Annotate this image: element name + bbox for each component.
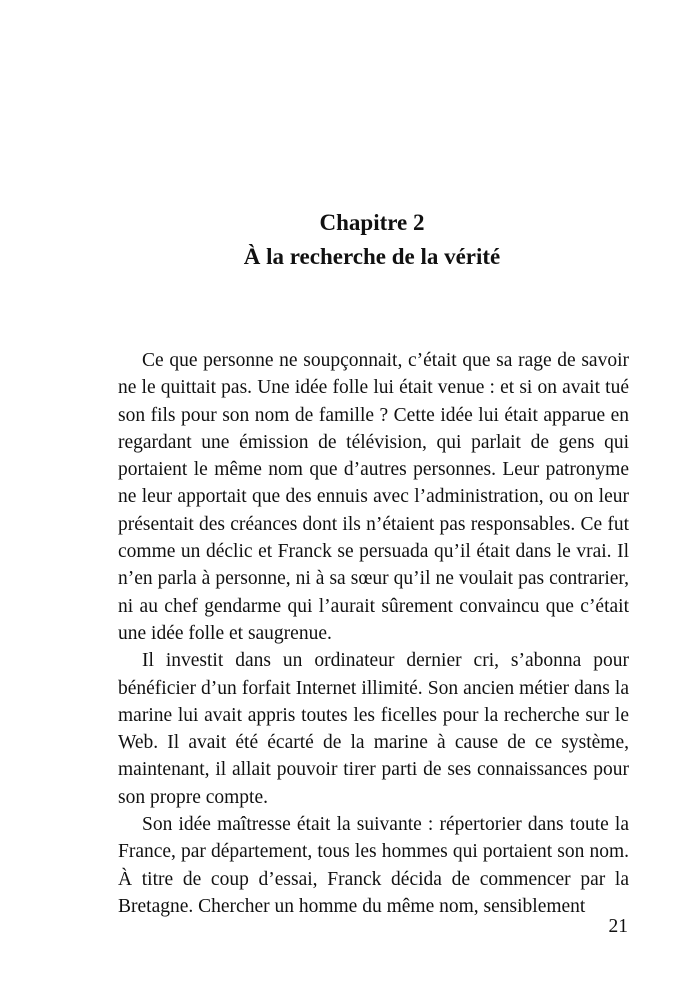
paragraph: Il investit dans un ordinateur dernier cri, s’abonna pour bénéficier d’un forfait Internet illimité. Son ancien métier dans la marine lui avait appris toutes les ficelles pour la recherche sur le Web. Il avait été écarté de la marine à cause de ce système, maintenant, il allait pouvoir tirer parti de ses connaissances pour son propre compte. <box>118 650 629 808</box>
chapter-heading <box>0 206 700 274</box>
paragraph: Son idée maîtresse était la suivante : répertorier dans toute la France, par département, tous les hommes qui portaient son nom. À titre de coup d’essai, Franck décida de commencer par la Bretagne. Chercher un homme du même nom, sensiblement <box>118 814 629 917</box>
chapter-number: Chapitre 2 <box>319 210 425 235</box>
page-number: 21 <box>608 916 628 937</box>
paragraph: Ce que personne ne soupçonnait, c’était que sa rage de savoir ne le quittait pas. Une idée folle lui était venue : et si on avait tué son fils pour son nom de famille ? Cette idée lui était apparue en regardant une émission de télévision, qui parlait de gens qui portaient le même nom que d’autres personnes. Leur patronyme ne leur apportait que des ennuis avec l’administration, ou on leur présentait des créances dont ils n’étaient pas responsables. Ce fut comme un déclic et Franck se persuada qu’il était dans le vrai. Il n’en parla à personne, ni à sa sœur qu’il ne voulait pas contrarier, ni au chef gendarme qui l’aurait sûrement convaincu que c’était une idée folle et saugrenue. <box>118 350 629 644</box>
body-text <box>118 347 629 920</box>
chapter-title: À la recherche de la vérité <box>243 244 501 269</box>
